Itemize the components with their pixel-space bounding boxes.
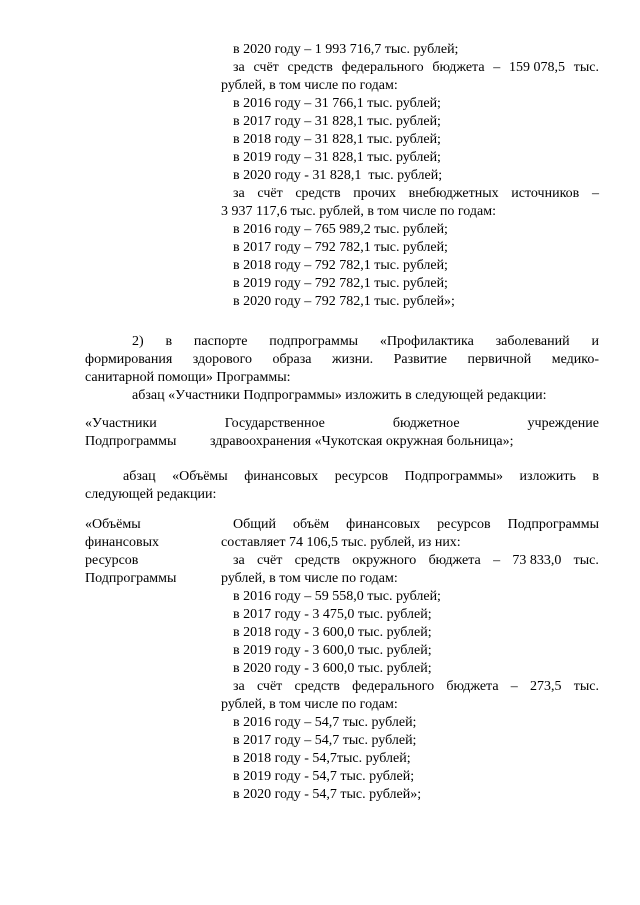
word: «Профилактика bbox=[379, 334, 474, 349]
word: федерального bbox=[352, 679, 435, 694]
federal-total-line-cont: рублей, в том числе по годам: bbox=[221, 78, 398, 93]
word: Государственное bbox=[224, 416, 325, 431]
regional-2020-line: в 2020 году – 1 993 716,7 тыс. рублей; bbox=[233, 42, 459, 57]
word: федерального bbox=[341, 60, 424, 75]
volumes-total-line-cont: составляет 74 106,5 тыс. рублей, из них: bbox=[221, 535, 461, 550]
word: бюджетное bbox=[392, 416, 460, 431]
word: – bbox=[510, 679, 518, 694]
word: за bbox=[233, 60, 245, 75]
federal-year-line: в 2018 году - 54,7тыс. рублей; bbox=[233, 751, 411, 766]
word: окружного bbox=[352, 553, 417, 568]
participants-instruction: абзац «Участники Подпрограммы» изложить в следующей редакции: bbox=[132, 388, 547, 403]
word: 73 833,0 bbox=[512, 553, 562, 568]
other-year-line: в 2018 году – 792 782,1 тыс. рублей; bbox=[233, 258, 448, 273]
word: средств bbox=[294, 553, 340, 568]
federal-year-line: в 2017 году – 31 828,1 тыс. рублей; bbox=[233, 114, 441, 129]
word: жизни. bbox=[331, 352, 374, 367]
word: бюджета bbox=[432, 60, 485, 75]
word: счёт bbox=[256, 679, 283, 694]
item2-paragraph-line bbox=[132, 333, 599, 351]
participants-label: «Участники bbox=[85, 416, 157, 431]
regional-year-line: в 2016 году – 59 558,0 тыс. рублей; bbox=[233, 589, 441, 604]
word: «Объёмы bbox=[172, 469, 228, 484]
word: Подпрограммы» bbox=[404, 469, 504, 484]
word: в bbox=[592, 469, 599, 484]
word: счёт bbox=[257, 186, 283, 201]
word: и bbox=[591, 334, 599, 349]
word: счёт bbox=[253, 60, 279, 75]
word: – bbox=[493, 553, 501, 568]
word: объём bbox=[293, 517, 330, 532]
word: тыс. bbox=[573, 553, 599, 568]
item2-paragraph-line: санитарной помощи» Программы: bbox=[85, 370, 291, 385]
volumes-label: финансовых bbox=[85, 535, 159, 550]
word: средств bbox=[287, 60, 333, 75]
word: финансовых bbox=[244, 469, 319, 484]
participants-row bbox=[85, 415, 599, 433]
item2-paragraph-line bbox=[85, 351, 599, 369]
word: образа bbox=[272, 352, 312, 367]
word: ресурсов bbox=[437, 517, 491, 532]
volumes-federal-line bbox=[233, 678, 599, 696]
federal-year-line: в 2019 году - 54,7 тыс. рублей; bbox=[233, 769, 415, 784]
other-year-line: в 2019 году – 792 782,1 тыс. рублей; bbox=[233, 276, 448, 291]
federal-year-line: в 2016 году – 31 766,1 тыс. рублей; bbox=[233, 96, 441, 111]
word: Развитие bbox=[393, 352, 448, 367]
word: за bbox=[233, 679, 245, 694]
word: ресурсов bbox=[334, 469, 389, 484]
word: бюджета bbox=[428, 553, 481, 568]
word: Общий bbox=[233, 517, 276, 532]
word: паспорте bbox=[193, 334, 248, 349]
volumes-label: ресурсов bbox=[85, 553, 139, 568]
word: 2) bbox=[132, 334, 144, 349]
word: – bbox=[591, 186, 599, 201]
word: источников bbox=[511, 186, 580, 201]
word: Подпрограммы bbox=[507, 517, 599, 532]
other-year-line: в 2017 году – 792 782,1 тыс. рублей; bbox=[233, 240, 448, 255]
word: – bbox=[493, 60, 501, 75]
word: счёт bbox=[257, 553, 283, 568]
volumes-label: Подпрограммы bbox=[85, 571, 177, 586]
word: внебюджетных bbox=[408, 186, 499, 201]
word: средств bbox=[294, 679, 340, 694]
word: формирования bbox=[85, 352, 173, 367]
word: медико- bbox=[551, 352, 599, 367]
participants-value-cont: здравоохранения «Чукотская окружная больница»; bbox=[210, 434, 514, 449]
volumes-regional-line bbox=[233, 552, 599, 570]
word: за bbox=[233, 553, 245, 568]
volumes-label: «Объёмы bbox=[85, 517, 141, 532]
word: бюджета bbox=[446, 679, 499, 694]
federal-year-line: в 2020 году - 54,7 тыс. рублей»; bbox=[233, 787, 422, 802]
volumes-total-line bbox=[233, 516, 599, 534]
federal-year-line: в 2020 году - 31 828,1 тыс. рублей; bbox=[233, 168, 443, 183]
word: тыс. bbox=[573, 679, 599, 694]
word: прочих bbox=[353, 186, 396, 201]
other-year-line: в 2020 году – 792 782,1 тыс. рублей»; bbox=[233, 294, 455, 309]
word: изложить bbox=[519, 469, 576, 484]
other-sources-line bbox=[233, 185, 599, 203]
word: финансовых bbox=[346, 517, 421, 532]
federal-year-line: в 2018 году – 31 828,1 тыс. рублей; bbox=[233, 132, 441, 147]
federal-year-line: в 2017 году – 54,7 тыс. рублей; bbox=[233, 733, 417, 748]
participants-label-cont: Подпрограммы bbox=[85, 434, 177, 449]
word: подпрограммы bbox=[269, 334, 359, 349]
word: учреждение bbox=[527, 416, 599, 431]
regional-year-line: в 2020 году - 3 600,0 тыс. рублей; bbox=[233, 661, 432, 676]
regional-year-line: в 2018 году - 3 600,0 тыс. рублей; bbox=[233, 625, 432, 640]
regional-year-line: в 2019 году - 3 600,0 тыс. рублей; bbox=[233, 643, 432, 658]
federal-total-line bbox=[233, 59, 599, 77]
word: 159 078,5 bbox=[509, 60, 566, 75]
word: за bbox=[233, 186, 245, 201]
word: здорового bbox=[192, 352, 253, 367]
word: абзац bbox=[123, 469, 156, 484]
regional-year-line: в 2017 году - 3 475,0 тыс. рублей; bbox=[233, 607, 432, 622]
volumes-instruction-cont: следующей редакции: bbox=[85, 487, 217, 502]
federal-year-line: в 2016 году – 54,7 тыс. рублей; bbox=[233, 715, 417, 730]
word: 273,5 bbox=[530, 679, 562, 694]
word: заболеваний bbox=[495, 334, 570, 349]
volumes-regional-line-cont: рублей, в том числе по годам: bbox=[221, 571, 398, 586]
federal-year-line: в 2019 году – 31 828,1 тыс. рублей; bbox=[233, 150, 441, 165]
other-sources-line-cont: 3 937 117,6 тыс. рублей, в том числе по годам: bbox=[221, 204, 496, 219]
word: в bbox=[165, 334, 173, 349]
word: средств bbox=[295, 186, 341, 201]
volumes-instruction bbox=[123, 468, 599, 486]
word: тыс. bbox=[573, 60, 599, 75]
volumes-federal-line-cont: рублей, в том числе по годам: bbox=[221, 697, 398, 712]
word: первичной bbox=[467, 352, 532, 367]
other-year-line: в 2016 году – 765 989,2 тыс. рублей; bbox=[233, 222, 448, 237]
